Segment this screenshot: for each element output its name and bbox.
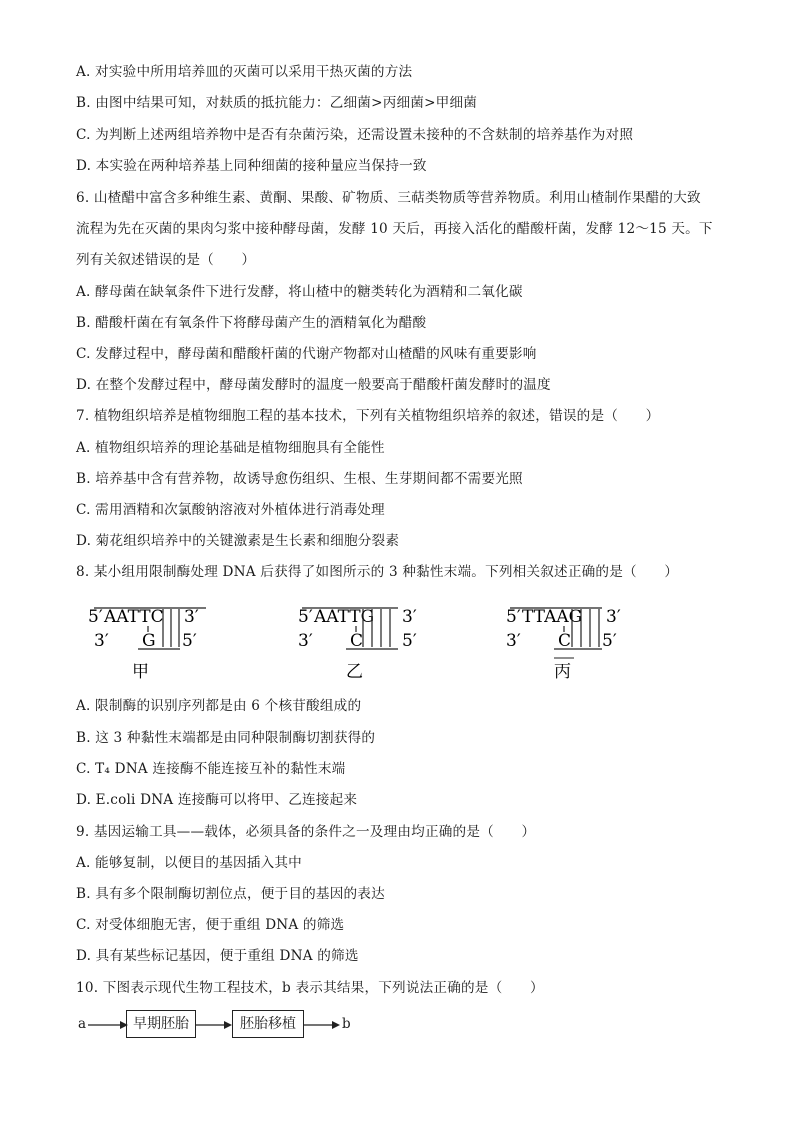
q6-option-b: B. 醋酸杆菌在有氧条件下将酵母菌产生的酒精氧化为醋酸 xyxy=(76,315,427,331)
bing-bottom-left-label: 3′ xyxy=(506,631,521,651)
flow-end-label: b xyxy=(342,1016,351,1032)
jia-bottom-left-label: 3′ xyxy=(94,631,109,651)
q6-option-a: A. 酵母菌在缺氧条件下进行发酵，将山楂中的糖类转化为酒精和二氧化碳 xyxy=(76,284,523,300)
jia-bottom-right-label: 5′ xyxy=(182,631,197,651)
flow-box-embryo-transfer: 胚胎移植 xyxy=(232,1010,304,1038)
q8-option-a: A. 限制酶的识别序列都是由 6 个核苷酸组成的 xyxy=(76,698,362,714)
yi-caption: 乙 xyxy=(346,662,363,682)
yi-bottom-seq: C xyxy=(350,631,364,651)
jia-bottom-seq: G xyxy=(142,631,156,651)
q9-option-d: D. 具有某些标记基因，便于重组 DNA 的筛选 xyxy=(76,948,359,964)
q7-stem: 7. 植物组织培养是植物细胞工程的基本技术，下列有关植物组织培养的叙述，错误的是（ ） xyxy=(76,408,660,424)
q7-option-b: B. 培养基中含有营养物，故诱导愈伤组织、生根、生芽期间都不需要光照 xyxy=(76,471,523,487)
q7-option-a: A. 植物组织培养的理论基础是植物细胞具有全能性 xyxy=(76,440,385,456)
q5-option-a: A. 对实验中所用培养皿的灭菌可以采用干热灭菌的方法 xyxy=(76,64,413,80)
q9-option-b: B. 具有多个限制酶切割位点，便于目的基因的表达 xyxy=(76,886,385,902)
q7-option-c: C. 需用酒精和次氯酸钠溶液对外植体进行消毒处理 xyxy=(76,502,385,518)
bing-caption: 丙 xyxy=(554,662,571,682)
jia-top-left-label: 5′ xyxy=(88,607,103,627)
arrow-right-icon xyxy=(304,1018,340,1032)
q8-option-b: B. 这 3 种黏性末端都是由同种限制酶切割获得的 xyxy=(76,730,376,746)
jia-caption: 甲 xyxy=(132,662,149,682)
q6-stem-line-2: 流程为先在灭菌的果肉匀浆中接种酵母菌，发酵 10 天后，再接入活化的醋酸杆菌，发酵 12～15 天。下 xyxy=(76,221,713,237)
q9-option-a: A. 能够复制，以便目的基因插入其中 xyxy=(76,855,302,871)
q8-option-d: D. E.coli DNA 连接酶可以将甲、乙连接起来 xyxy=(76,792,358,808)
sticky-end-jia xyxy=(88,607,206,682)
q9-option-c: C. 对受体细胞无害，便于重组 DNA 的筛选 xyxy=(76,917,345,933)
yi-top-left-label: 5′ xyxy=(298,607,313,627)
q5-option-c: C. 为判断上述两组培养物中是否有杂菌污染，还需设置未接种的不含麸制的培养基作为对照 xyxy=(76,127,634,143)
yi-top-seq: AATTG xyxy=(314,607,375,627)
q10-stem: 10. 下图表示现代生物工程技术，b 表示其结果，下列说法正确的是（ ） xyxy=(76,980,544,996)
bing-top-left-label: 5′ xyxy=(506,607,521,627)
q5-option-d: D. 本实验在两种培养基上同种细菌的接种量应当保持一致 xyxy=(76,158,427,174)
jia-top-seq: AATTC xyxy=(104,607,164,627)
flow-box-early-embryo: 早期胚胎 xyxy=(126,1010,196,1038)
sticky-ends-figure xyxy=(80,600,640,690)
q8-option-c: C. T₄ DNA 连接酶不能连接互补的黏性末端 xyxy=(76,761,346,777)
bing-top-right-label: 3′ xyxy=(606,607,621,627)
jia-top-right-label: 3′ xyxy=(184,607,199,627)
yi-top-right-label: 3′ xyxy=(402,607,417,627)
q6-stem-line-1: 6. 山楂醋中富含多种维生素、黄酮、果酸、矿物质、三萜类物质等营养物质。利用山楂制作果醋的大致 xyxy=(76,190,701,206)
yi-bottom-left-label: 3′ xyxy=(298,631,313,651)
bing-bottom-right-label: 5′ xyxy=(602,631,617,651)
q6-option-d: D. 在整个发酵过程中，酵母菌发酵时的温度一般要高于醋酸杆菌发酵时的温度 xyxy=(76,377,551,393)
q6-option-c: C. 发酵过程中，酵母菌和醋酸杆菌的代谢产物都对山楂醋的风味有重要影响 xyxy=(76,346,537,362)
q8-stem: 8. 某小组用限制酶处理 DNA 后获得了如图所示的 3 种黏性末端。下列相关叙述正确的是（ ） xyxy=(76,564,679,580)
bing-top-seq: TTAAG xyxy=(522,607,583,627)
q6-stem-line-3: 列有关叙述错误的是（ ） xyxy=(76,252,256,268)
q5-option-b: B. 由图中结果可知，对麸质的抵抗能力：乙细菌>丙细菌>甲细菌 xyxy=(76,95,478,111)
bing-bottom-seq: C xyxy=(558,631,572,651)
q7-option-d: D. 菊花组织培养中的关键激素是生长素和细胞分裂素 xyxy=(76,533,400,549)
arrow-right-icon xyxy=(88,1018,128,1032)
flow-start-label: a xyxy=(78,1016,87,1032)
q10-flow-diagram xyxy=(76,1010,376,1042)
q9-stem: 9. 基因运输工具——载体，必须具备的条件之一及理由均正确的是（ ） xyxy=(76,824,536,840)
yi-bottom-right-label: 5′ xyxy=(402,631,417,651)
sticky-end-bing xyxy=(506,607,621,682)
sticky-end-yi xyxy=(298,607,417,682)
arrow-right-icon xyxy=(196,1018,232,1032)
